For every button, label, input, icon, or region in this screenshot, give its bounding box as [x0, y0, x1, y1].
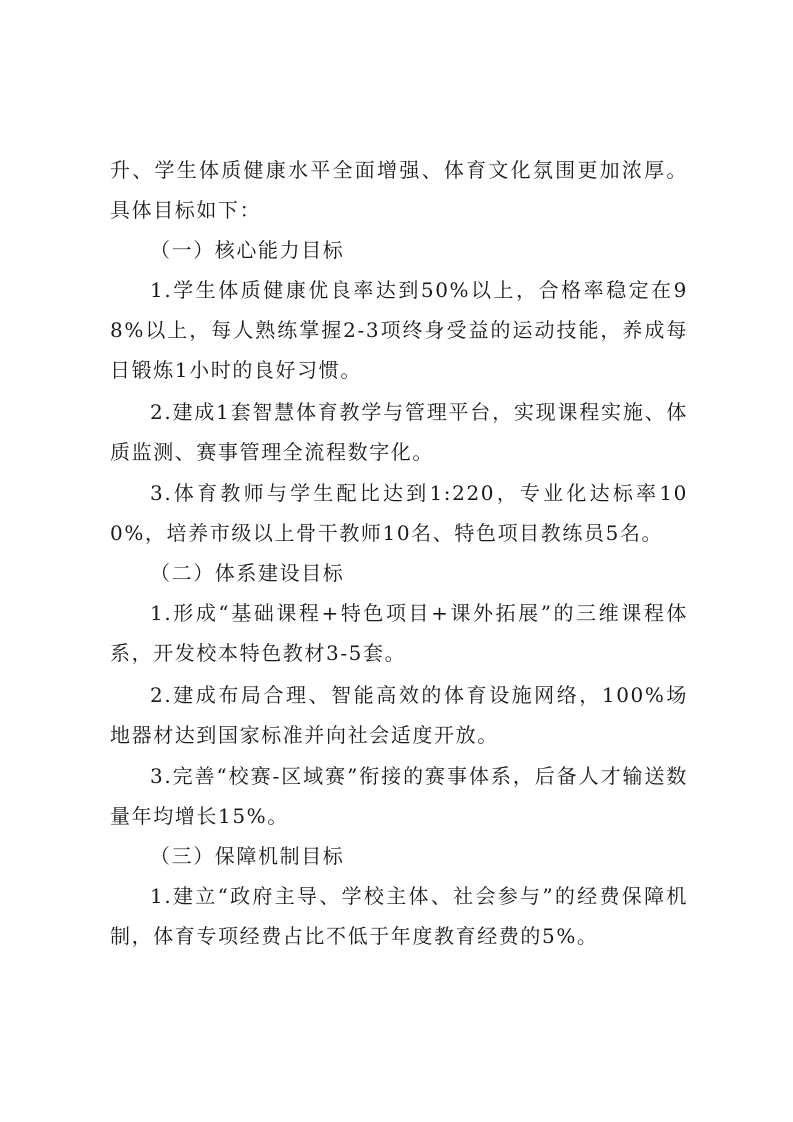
paragraph-intro-continuation: 升、学生体质健康水平全面增强、体育文化氛围更加浓厚。具体目标如下：	[110, 158, 688, 222]
document-page	[110, 150, 688, 956]
paragraph-core-3: 3.体育教师与学生配比达到1:220，专业化达标率100%，培养市级以上骨干教师10名、特色项目教练员5名。	[110, 481, 688, 545]
paragraph-core-2: 2.建成1套智慧体育教学与管理平台，实现课程实施、体质监测、赛事管理全流程数字化。	[110, 399, 688, 464]
paragraph-guarantee-1: 1.建立“政府主导、学校主体、社会参与”的经费保障机制，体育专项经费占比不低于年度教育经费的5%。	[110, 884, 688, 948]
paragraph-system-1: 1.形成“基础课程+特色项目+课外拓展”的三维课程体系，开发校本特色教材3-5套。	[110, 601, 688, 665]
paragraph-core-1: 1.学生体质健康优良率达到50%以上，合格率稳定在98%以上，每人熟练掌握2-3项终身受益的运动技能，养成每日锻炼1小时的良好习惯。	[110, 278, 688, 382]
section-heading-system-building: （二）体系建设目标	[150, 561, 345, 585]
paragraph-system-3: 3.完善“校赛-区域赛”衔接的赛事体系，后备人才输送数量年均增长15%。	[110, 764, 688, 828]
section-heading-core-ability: （一）核心能力目标	[150, 238, 345, 262]
section-heading-guarantee-mechanism: （三）保障机制目标	[150, 844, 345, 868]
paragraph-system-2: 2.建成布局合理、智能高效的体育设施网络，100%场地器材达到国家标准并向社会适度开放。	[110, 682, 688, 747]
